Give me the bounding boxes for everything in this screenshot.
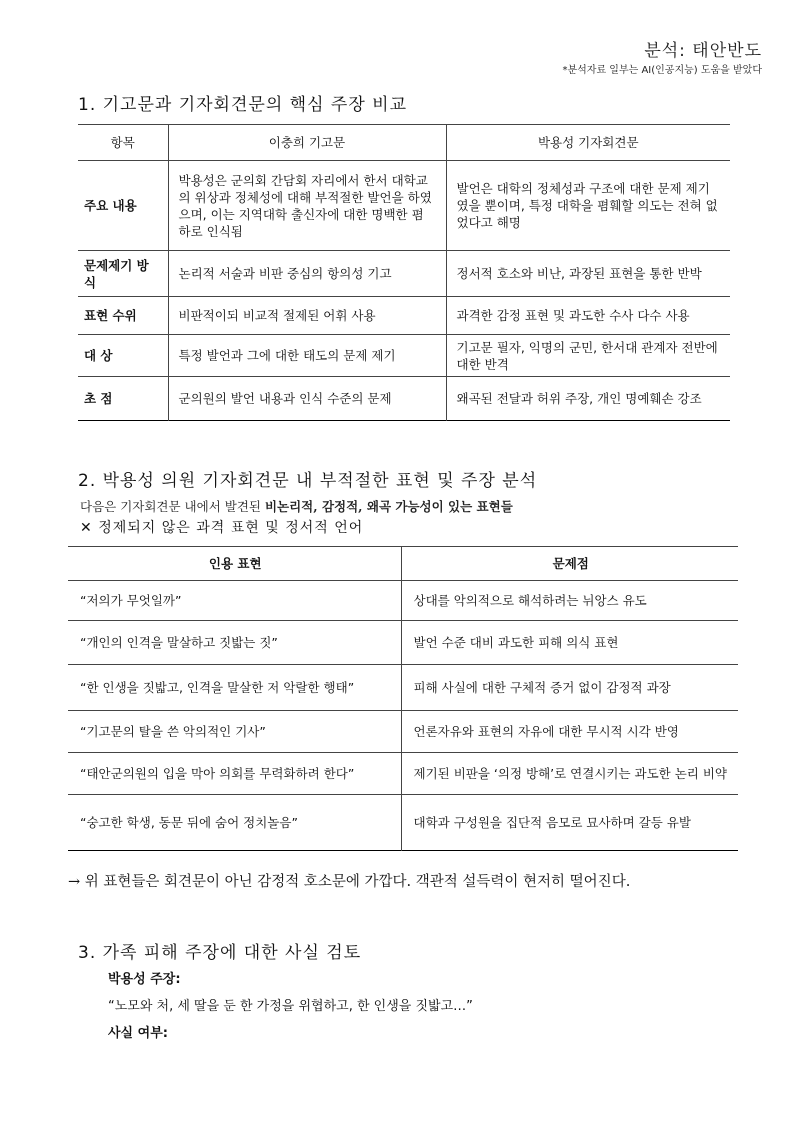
row-label: 문제제기 방식 — [78, 251, 168, 297]
fact-check-label: 사실 여부: — [108, 1026, 168, 1041]
author-credit: 분석: 태안반도 — [644, 41, 762, 61]
table-row — [78, 161, 730, 251]
col-header-issue: 문제점 — [401, 547, 738, 581]
expression-table — [68, 546, 738, 851]
row-label: 표현 수위 — [78, 297, 168, 335]
table-row — [68, 711, 738, 753]
section3-title: 3. 가족 피해 주장에 대한 사실 검토 — [78, 943, 362, 963]
issue-cell: 대학과 구성원을 집단적 음모로 묘사하며 갈등 유발 — [401, 795, 738, 851]
table-row — [78, 251, 730, 297]
issue-cell: 제기된 비판을 ‘의정 방해’로 연결시키는 과도한 논리 비약 — [401, 753, 738, 795]
row-label: 주요 내용 — [78, 161, 168, 251]
column-cell: 논리적 서술과 비판 중심의 항의성 기고 — [168, 251, 446, 297]
press-cell: 기고문 필자, 익명의 군민, 한서대 관계자 전반에 대한 반격 — [446, 335, 730, 377]
table-row — [68, 581, 738, 621]
table-row — [68, 665, 738, 711]
table-row — [78, 377, 730, 421]
issue-cell: 발언 수준 대비 과도한 피해 의식 표현 — [401, 621, 738, 665]
subtitle-text: 정제되지 않은 과격 표현 및 정서적 언어 — [98, 520, 364, 536]
col-header-quote: 인용 표현 — [68, 547, 401, 581]
quote-cell: “태안군의원의 입을 막아 의회를 무력화하려 한다” — [68, 753, 401, 795]
issue-cell: 언론자유와 표현의 자유에 대한 무시적 시각 반영 — [401, 711, 738, 753]
table-row — [78, 297, 730, 335]
comparison-table — [78, 124, 730, 421]
press-cell: 과격한 감정 표현 및 과도한 수사 다수 사용 — [446, 297, 730, 335]
press-cell: 발언은 대학의 정체성과 구조에 대한 문제 제기였을 뿐이며, 특정 대학을 폄훼할 의도는 전혀 없었다고 해명 — [446, 161, 730, 251]
table-row — [68, 753, 738, 795]
quote-cell: “저의가 무엇일까” — [68, 581, 401, 621]
table-row — [78, 335, 730, 377]
ai-assist-note: *분석자료 일부는 AI(인공지능) 도움을 받았다 — [562, 65, 762, 76]
section2-intro — [80, 497, 513, 515]
quote-cell: “개인의 인격을 말살하고 짓밟는 짓” — [68, 621, 401, 665]
issue-cell: 상대를 악의적으로 해석하려는 뉘앙스 유도 — [401, 581, 738, 621]
section2-subtitle — [80, 517, 363, 537]
claim-quote: “노모와 처, 세 딸을 둔 한 가정을 위협하고, 한 인생을 짓밟고…” — [108, 999, 473, 1014]
col-header-item: 항목 — [78, 125, 168, 161]
table-row — [68, 621, 738, 665]
row-label: 초 점 — [78, 377, 168, 421]
row-label: 대 상 — [78, 335, 168, 377]
press-cell: 왜곡된 전달과 허위 주장, 개인 명예훼손 강조 — [446, 377, 730, 421]
cross-icon: ✕ — [80, 520, 93, 536]
col-header-column: 이충희 기고문 — [168, 125, 446, 161]
expression-table-header — [68, 547, 738, 581]
intro-text: 다음은 기자회견문 내에서 발견된 — [80, 499, 265, 514]
claim-label: 박용성 주장: — [108, 972, 181, 987]
issue-cell: 피해 사실에 대한 구체적 증거 없이 감정적 과장 — [401, 665, 738, 711]
col-header-press: 박용성 기자회견문 — [446, 125, 730, 161]
comparison-table-header — [78, 125, 730, 161]
intro-emphasis: 비논리적, 감정적, 왜곡 가능성이 있는 표현들 — [264, 499, 513, 514]
table-row — [68, 795, 738, 851]
section2-conclusion: → 위 표현들은 회견문이 아닌 감정적 호소문에 가깝다. 객관적 설득력이 현저히 떨어진다. — [68, 874, 631, 890]
column-cell: 특정 발언과 그에 대한 태도의 문제 제기 — [168, 335, 446, 377]
section2-title: 2. 박용성 의원 기자회견문 내 부적절한 표현 및 주장 분석 — [78, 471, 538, 491]
press-cell: 정서적 호소와 비난, 과장된 표현을 통한 반박 — [446, 251, 730, 297]
section1-title: 1. 기고문과 기자회견문의 핵심 주장 비교 — [78, 95, 407, 115]
quote-cell: “기고문의 탈을 쓴 악의적인 기사” — [68, 711, 401, 753]
column-cell: 박용성은 군의회 간담회 자리에서 한서 대학교의 위상과 정체성에 대해 부적절한 발언을 하였으며, 이는 지역대학 출신자에 대한 명백한 폄하로 인식됨 — [168, 161, 446, 251]
column-cell: 군의원의 발언 내용과 인식 수준의 문제 — [168, 377, 446, 421]
quote-cell: “한 인생을 짓밟고, 인격을 말살한 저 악랄한 행태” — [68, 665, 401, 711]
quote-cell: “숭고한 학생, 동문 뒤에 숨어 정치놀음” — [68, 795, 401, 851]
column-cell: 비판적이되 비교적 절제된 어휘 사용 — [168, 297, 446, 335]
